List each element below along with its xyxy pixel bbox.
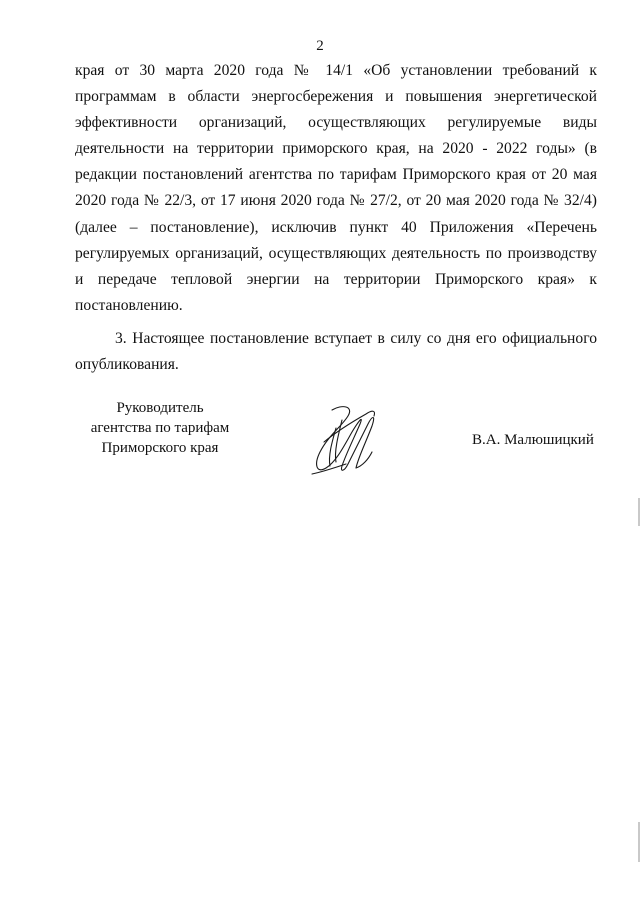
page-number: 2 (316, 38, 324, 54)
body-line: организаций, осуществляющих регулируемые виды деятельности на (75, 114, 597, 158)
body-line: исключив пункт 40 Приложения «Перечень регулируемых организаций, (75, 218, 597, 262)
body-line: агентства по тарифам Приморского края от 20 мая 2020 года № 22/3, от 17 июня (75, 166, 597, 210)
body-line: в области энергосбережения и повышения энергетической эффективности (75, 88, 597, 132)
body-line: территории приморского края, на 2020 - 2022 годы» (в редакции постановлений (75, 140, 598, 184)
body-line: края от 30 марта 2020 года № 14/1 «Об установлении требований к программам (75, 62, 597, 106)
paragraph-effective-date (75, 326, 597, 378)
signatory-position-line: Приморского края (101, 440, 219, 456)
body-line: опубликования. (75, 356, 179, 374)
body-line: 3. Настоящее постановление вступает в силу со дня его официального (115, 329, 597, 347)
body-line: на территории Приморского края» к постановлению. (75, 270, 597, 314)
paragraph-continuation (75, 58, 597, 319)
signatory-position (80, 398, 240, 458)
signatory-position-line: Руководитель (116, 400, 204, 416)
handwritten-signature (302, 402, 386, 480)
document-body (75, 58, 597, 378)
body-line: 2020 года № 27/2, от 20 мая 2020 года № 32/4) (далее – постановление), (75, 192, 597, 236)
body-line: осуществляющих деятельность по производству и передаче тепловой энергии (75, 244, 597, 288)
signatory-position-line: агентства по тарифам (90, 420, 230, 436)
signatory-name: В.А. Малюшицкий (472, 432, 594, 448)
